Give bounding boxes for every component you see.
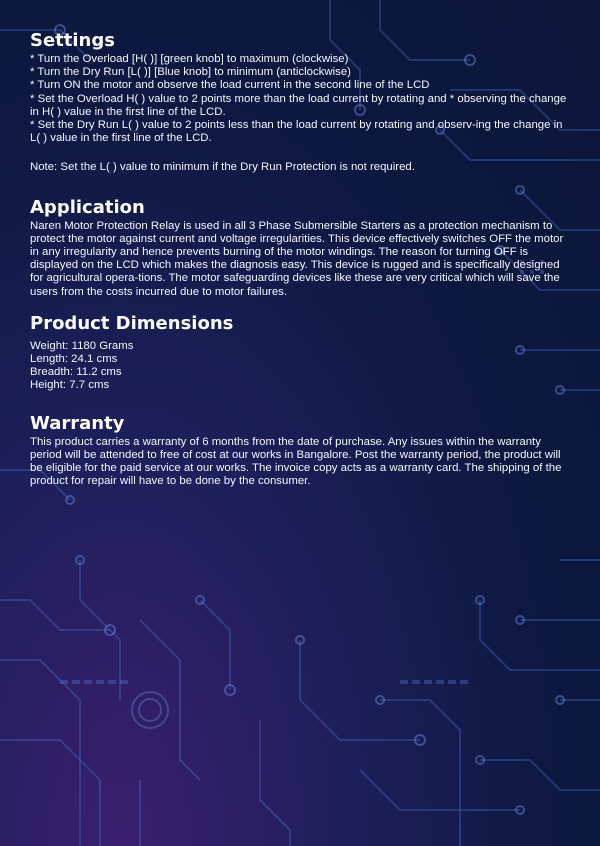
weight-text: Weight: 1180 Grams	[30, 339, 134, 352]
settings-item: * Set the Dry Run L( ) value to 2 points less than the load current by rotating and observ-ing the change in L( ) value in the first line of the LCD.	[30, 119, 563, 145]
settings-item: * Turn ON the motor and observe the load current in the second line of the LCD	[30, 79, 430, 92]
height-text: Height: 7.7 cms	[30, 379, 110, 392]
settings-heading: Settings	[30, 30, 115, 51]
length-text: Length: 24.1 cms	[30, 353, 118, 366]
breadth-text: Breadth: 11.2 cms	[30, 366, 122, 379]
application-section	[30, 197, 575, 299]
page-content	[30, 30, 575, 502]
dimensions-heading: Product Dimensions	[30, 312, 234, 334]
warranty-body: This product carries a warranty of 6 months from the date of purchase. Any issues within the warranty period will be attended to free of cost at our works in Bangalore. Post the warranty period, the product will be eligible for the paid service at our works. The invoice copy acts as a warranty card. The shipping of the product for repair will have to be done by the consumer.	[30, 435, 562, 488]
application-body: Naren Motor Protection Relay is used in all 3 Phase Submersible Starters as a protection mechanism to protect the motor against current and voltage irregularities. This device effectively switches OFF the motor in any irregularity and hence prevents burning of the motor windings. The reason for turning OFF is displayed on the LCD which makes the diagnosis easy. This device is rugged and is specifically designed for agricultural opera-tions. The motor safeguarding devices like these are very critical which will save the users from the costs incurred due to motor failures.	[30, 219, 564, 298]
settings-item: * Turn the Overload [H( )] [green knob] to maximum (clockwise)	[30, 53, 349, 65]
settings-note: Note: Set the L( ) value to minimum if the Dry Run Protection is not required.	[30, 161, 415, 174]
dimensions-list	[30, 340, 575, 393]
dimensions-section	[30, 313, 575, 393]
settings-section	[30, 30, 575, 175]
settings-item: * Turn the Dry Run [L( )] [Blue knob] to minimum (anticlockwise)	[30, 66, 351, 79]
settings-item: * Set the Overload H( ) value to 2 points more than the load current by rotating and * observing the change in H( ) value in the first line of the LCD.	[30, 92, 567, 118]
settings-list	[30, 53, 575, 145]
warranty-section	[30, 413, 575, 489]
warranty-heading: Warranty	[30, 412, 125, 434]
application-heading: Application	[30, 196, 145, 218]
